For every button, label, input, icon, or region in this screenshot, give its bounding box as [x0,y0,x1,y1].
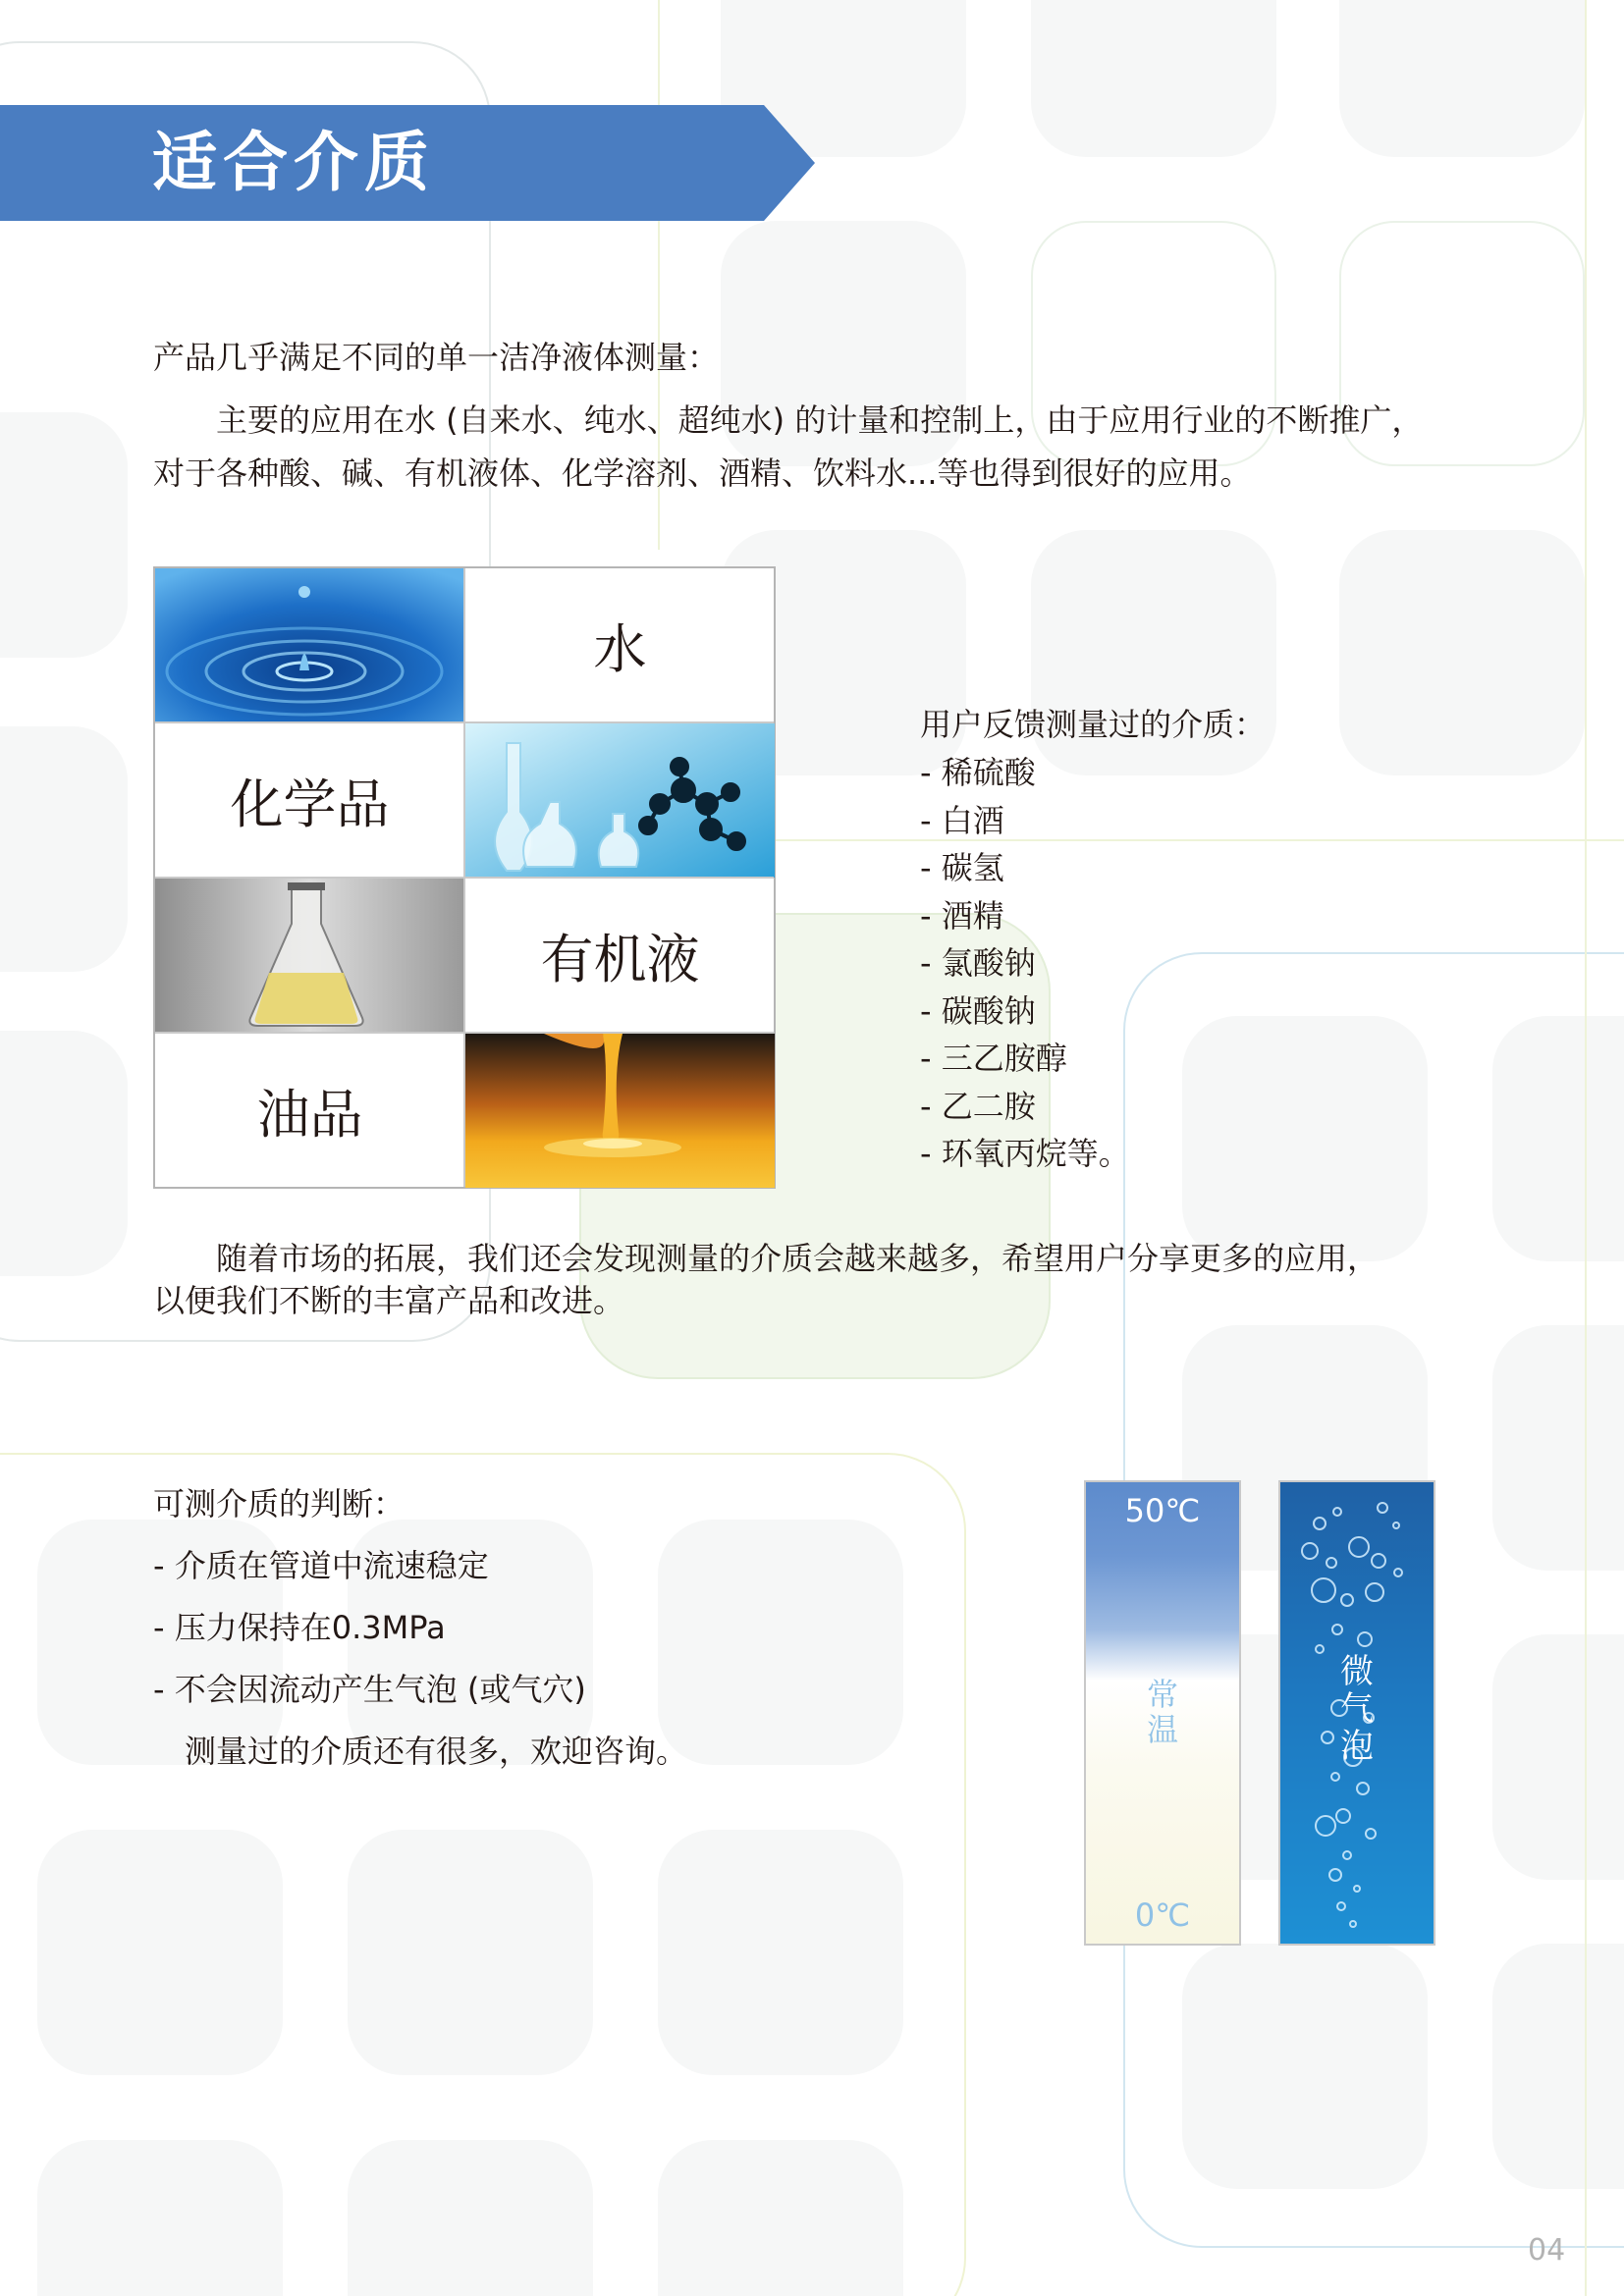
feedback-heading: 用户反馈测量过的介质： [920,706,1267,743]
water-label: 水 [593,618,647,680]
page-number: 04 [1528,2233,1566,2268]
intro-paragraph-line-1: 主要的应用在水 (自来水、纯水、超纯水) 的计量和控制上，由于应用行业的不断推广， [153,401,1424,439]
page-title: 适合介质 [152,125,435,200]
closing-paragraph-line-1: 随着市场的拓展，我们还会发现测量的介质会越来越多，希望用户分享更多的应用， [153,1240,1380,1277]
feedback-item: - 三乙胺醇 [920,1040,1067,1077]
organic-liquid-label: 有机液 [540,929,700,990]
closing-paragraph-line-2: 以便我们不断的丰富产品和改进。 [153,1282,625,1319]
temperature-high-label: 50℃ [1124,1492,1201,1529]
criteria-note: 测量过的介质还有很多，欢迎咨询。 [153,1733,688,1770]
oil-image [465,1034,775,1188]
micro-bubble-char: 微 [1340,1652,1374,1691]
feedback-item: - 乙二胺 [920,1088,1036,1125]
room-temperature-char: 常 [1146,1676,1178,1713]
intro-paragraph-line-2: 对于各种酸、碱、有机液体、化学溶剂、酒精、饮料水...等也得到很好的应用。 [153,454,1252,492]
feedback-item: - 酒精 [920,897,1004,934]
chemical-image [465,723,775,878]
feedback-item: - 氯酸钠 [920,944,1036,982]
criteria-item: - 压力保持在0.3MPa [153,1609,446,1646]
water-image [155,568,464,722]
feedback-item: - 环氧丙烷等。 [920,1135,1130,1172]
grid-divider [155,721,774,723]
feedback-item: - 碳氢 [920,849,1004,886]
criteria-item: - 不会因流动产生气泡 (或气穴) [153,1671,586,1708]
criteria-item: - 介质在管道中流速稳定 [153,1547,489,1584]
temperature-low-label: 0℃ [1134,1896,1191,1934]
micro-bubble-char: 气 [1340,1689,1374,1729]
intro-heading: 产品几乎满足不同的单一洁净液体测量： [153,339,720,376]
micro-bubble-graphic [1278,1480,1435,1946]
temperature-range-graphic [1084,1480,1241,1946]
organic-liquid-image [155,879,464,1033]
micro-bubble-char: 泡 [1340,1727,1374,1766]
feedback-item: - 稀硫酸 [920,754,1036,791]
grid-divider [155,877,774,879]
micro-bubble-label [1280,1653,1434,1765]
room-temperature-char: 温 [1146,1711,1178,1748]
chemical-label: 化学品 [230,774,390,835]
room-temperature-label [1086,1677,1239,1747]
media-grid [153,566,776,1189]
feedback-item: - 碳酸钠 [920,992,1036,1030]
criteria-heading: 可测介质的判断： [153,1485,406,1522]
oil-label: 油品 [256,1084,363,1146]
grid-divider [155,1032,774,1034]
feedback-item: - 白酒 [920,802,1004,839]
